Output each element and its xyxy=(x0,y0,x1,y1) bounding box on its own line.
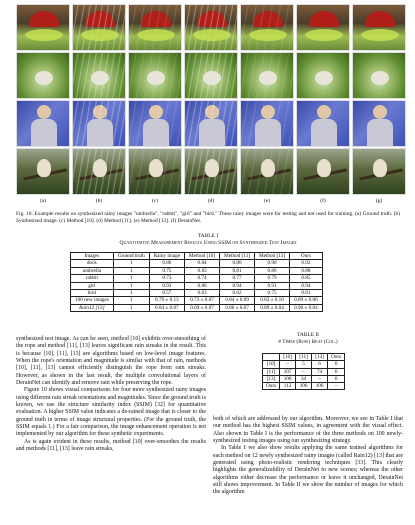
table2-header-cell: [13] xyxy=(312,354,328,361)
table-cell: [11] xyxy=(263,368,280,375)
table-cell: 106 xyxy=(312,383,328,390)
table-cell: 0.62 xyxy=(220,290,255,297)
rabbit-method10-image xyxy=(128,52,182,99)
bird-method11-image xyxy=(184,148,238,195)
umbrella-ground-truth-image xyxy=(16,4,70,51)
table-cell: – xyxy=(296,368,312,375)
table-cell: 0.57 xyxy=(149,290,184,297)
table2-number: TABLE II xyxy=(297,332,319,338)
table-cell: 0.81 xyxy=(290,290,323,297)
subfigure-labels xyxy=(16,198,404,208)
figure-10-grid xyxy=(16,4,404,194)
rabbit-ground-truth-image xyxy=(16,52,70,99)
table-cell: 0.94 xyxy=(290,282,323,289)
umbrella-rainy-image xyxy=(72,4,126,51)
table1-heading xyxy=(16,233,400,247)
umbrella-extra-image xyxy=(352,4,406,51)
table-cell: 0.80 ± 0.07 xyxy=(220,304,255,311)
table-cell: 108 xyxy=(280,375,296,382)
left-column-text xyxy=(16,336,206,454)
rabbit-method13-image xyxy=(240,52,294,99)
right-column-text xyxy=(213,416,403,497)
table-cell: 34 xyxy=(296,375,312,382)
table-cell: 0.73 ± 0.07 xyxy=(185,297,220,304)
table-cell: 0.75 xyxy=(149,267,184,274)
table-row xyxy=(71,275,323,282)
table-cell: – xyxy=(280,361,296,368)
table-row xyxy=(263,368,345,375)
table-cell: 0.94 xyxy=(220,282,255,289)
girl-derainnet-image xyxy=(296,100,350,147)
table-cell: 0.75 xyxy=(255,290,290,297)
table-cell: 0.89 ± 0.06 xyxy=(290,297,323,304)
table-cell: 0.81 xyxy=(220,267,255,274)
bird-derainnet-image xyxy=(296,148,350,195)
table-row xyxy=(263,361,345,368)
bird-ground-truth-image xyxy=(16,148,70,195)
umbrella-method11-image xyxy=(184,4,238,51)
row-bird xyxy=(16,148,404,195)
girl-method10-image xyxy=(128,100,182,147)
table1-header-cell: Method [11] xyxy=(220,253,255,260)
table-cell: 1 xyxy=(113,267,149,274)
table1-header-cell: Rainy image xyxy=(149,253,184,260)
table2-header-cell: [11] xyxy=(296,354,312,361)
table-cell: [13] xyxy=(263,375,280,382)
rabbit-method11-image xyxy=(184,52,238,99)
subfigure-label-e: (e) xyxy=(263,198,271,204)
table-cell: bird xyxy=(71,290,114,297)
rabbit-derainnet-image xyxy=(296,52,350,99)
table-cell: 0.79 ± 0.13 xyxy=(149,297,184,304)
table-cell: 0.84 xyxy=(185,260,220,267)
table-cell: dock xyxy=(71,260,114,267)
table-cell: 5 xyxy=(296,361,312,368)
table-cell: Ours xyxy=(263,383,280,390)
table-cell: girl xyxy=(71,282,114,289)
umbrella-method13-image xyxy=(240,4,294,51)
table1-ssim xyxy=(70,252,323,312)
subfigure-label-g: (g) xyxy=(375,198,383,204)
table2-header-row xyxy=(263,354,345,361)
table-cell: 1 xyxy=(113,282,149,289)
table-cell: 0.90 ± 0.04 xyxy=(290,304,323,311)
table-cell: umbrella xyxy=(71,267,114,274)
table2-title: # Times (Row) Beat (Col.) xyxy=(278,339,338,345)
table1-header-cell: Images xyxy=(71,253,114,260)
bird-extra-image xyxy=(352,148,406,195)
table1-header-cell: Ours xyxy=(290,253,323,260)
table2-header-cell: Ours xyxy=(328,354,345,361)
paragraph: synthesized test image. As can be seen, method [10] exhibits over-smoothing of the rope and method [11], [13] leaves significant rain streaks in the result. This is because [10], [11], [13] are algorithms based on low-level image features. When the rope's orientation and magnitude is similar with that of rain, methods [10], [11], [13] cannot efficiently distinguish the rope from rain streaks. However, as shown in the last result, the multiple convolutional layers of DerainNet can identify and remove rain while preserving the rope. xyxy=(16,336,206,387)
umbrella-derainnet-image xyxy=(296,4,350,51)
row-girl xyxy=(16,100,404,147)
table-cell: 0.69 ± 0.07 xyxy=(185,304,220,311)
table-cell: 0.82 ± 0.10 xyxy=(255,297,290,304)
table-cell: 1 xyxy=(113,290,149,297)
subfigure-label-a: (a) xyxy=(39,198,47,204)
table-row xyxy=(71,297,323,304)
girl-extra-image xyxy=(352,100,406,147)
row-umbrella xyxy=(16,4,404,51)
row-rabbit xyxy=(16,52,404,99)
table-cell: 0.77 xyxy=(220,275,255,282)
table-row xyxy=(71,282,323,289)
table-row xyxy=(71,267,323,274)
table-row xyxy=(71,304,323,311)
table1-title: Quantitative Measurement Results Using SSIM on Synthesized Test Images xyxy=(119,240,297,246)
rabbit-rainy-image xyxy=(72,52,126,99)
table-cell: 0.86 xyxy=(149,260,184,267)
subfigure-label-d: (d) xyxy=(207,198,215,204)
bird-method13-image xyxy=(240,148,294,195)
table-cell: 1 xyxy=(113,297,149,304)
girl-rainy-image xyxy=(72,100,126,147)
table-cell: 0.86 xyxy=(255,267,290,274)
table-cell: 0.92 xyxy=(290,260,323,267)
table-cell: 0.80 xyxy=(185,282,220,289)
table-row xyxy=(71,290,323,297)
table2-beats xyxy=(262,353,345,390)
rabbit-extra-image xyxy=(352,52,406,99)
table-cell: 6 xyxy=(312,361,328,368)
girl-method13-image xyxy=(240,100,294,147)
table-cell: 0 xyxy=(328,361,345,368)
table1-number: TABLE I xyxy=(197,233,219,239)
table-cell: 107 xyxy=(280,368,296,375)
table-cell: 106 xyxy=(296,383,312,390)
table2-header-cell: [10] xyxy=(280,354,296,361)
table-cell: 0.90 xyxy=(255,260,290,267)
table2-heading xyxy=(213,332,403,346)
table-cell: 112 xyxy=(280,383,296,390)
table-cell: 1 xyxy=(113,275,149,282)
table-row xyxy=(263,383,345,390)
table1-header-cell: Method [13] xyxy=(255,253,290,260)
table-cell: 0.83 xyxy=(185,267,220,274)
table-cell: 0.84 ± 0.09 xyxy=(220,297,255,304)
table-cell: 6 xyxy=(328,368,345,375)
girl-method11-image xyxy=(184,100,238,147)
table-cell: 0.74 xyxy=(185,275,220,282)
table-cell: 1 xyxy=(113,260,149,267)
table-cell: 1 xyxy=(113,304,149,311)
table1-header-cell: Method [10] xyxy=(185,253,220,260)
table-cell: – xyxy=(312,375,328,382)
paragraph: both of which are addressed by our algorithm. Moreover, we see in Table I that our method has the highest SSIM values, in agreement with the visual effect. Also shown in Table I is the performance of the three methods on 100 newly-synthesized testing images using our synthesizing strategy. xyxy=(213,416,403,445)
bird-rainy-image xyxy=(72,148,126,195)
bird-method10-image xyxy=(128,148,182,195)
table-cell: 0.85 xyxy=(290,275,323,282)
subfigure-label-c: (c) xyxy=(151,198,159,204)
paragraph: In Table I we also show results applying the same trained algorithms for each method on 12 newly synthesized rainy images (called Rain12) [13] that are generated using photo-realistic rendering techniques [33]. This clearly highlights the generalizability of DerainNet to new scenes; whereas the other algorithms either decrease the performance or leave it unchanged, DerainNet still shows improvement. In Table II we show the number of images for which the algorithm xyxy=(213,445,403,496)
table-cell: 0.79 xyxy=(255,275,290,282)
table-cell: [10] xyxy=(263,361,280,368)
table-row xyxy=(263,375,345,382)
table-cell: 74 xyxy=(312,368,328,375)
table-cell: 0.91 xyxy=(255,282,290,289)
table-cell: 0.93 xyxy=(149,282,184,289)
table-cell: 0.88 xyxy=(290,267,323,274)
girl-ground-truth-image xyxy=(16,100,70,147)
table-cell: 0.73 xyxy=(149,275,184,282)
subfigure-label-b: (b) xyxy=(95,198,103,204)
umbrella-method10-image xyxy=(128,4,182,51)
table2-header-cell xyxy=(263,354,280,361)
table-cell: 0.63 xyxy=(185,290,220,297)
table1-header-row xyxy=(71,253,323,260)
paragraph: Figure 10 shows visual comparisons for four more synthesized rainy images using different rain streak orientations and magnitudes. Since the ground truth is known, we use the structure similarity index (SSIM) [32] for quantitative evaluation. A higher SSIM value indicates a de-rained image that is closer to the ground truth in terms of image structural properties. (For the ground truth, the SSIM equals 1.) For a fair comparison, the image enhancement operation is not implemented by our algorithm for these synthetic experiments. xyxy=(16,387,206,438)
table-cell: 0.88 xyxy=(220,260,255,267)
table-row xyxy=(71,260,323,267)
table-cell: 0.84 ± 0.07 xyxy=(149,304,184,311)
table-cell: Rain12 [13] xyxy=(71,304,114,311)
table-cell: 100 new images xyxy=(71,297,114,304)
table-cell: 0.89 ± 0.04 xyxy=(255,304,290,311)
table-cell: 6 xyxy=(328,375,345,382)
paragraph: As is again evident in these results, method [10] over-smoothes the results and methods [11], [13] leave rain streaks, xyxy=(16,438,206,453)
table-cell: – xyxy=(328,383,345,390)
figure-caption: Fig. 10. Example results on synthesized rainy images "umbrella", "rabbit", "girl" and "bird." These rainy images were for testing and not used for training. (a) Ground truth. (b) Synthesized image. (c) Method [10]. (d) Method [11]. (e) Method [13]. (f) DerainNet. xyxy=(16,211,400,224)
table-cell: rabbit xyxy=(71,275,114,282)
subfigure-label-f: (f) xyxy=(320,198,326,204)
table1-header-cell: Ground truth xyxy=(113,253,149,260)
